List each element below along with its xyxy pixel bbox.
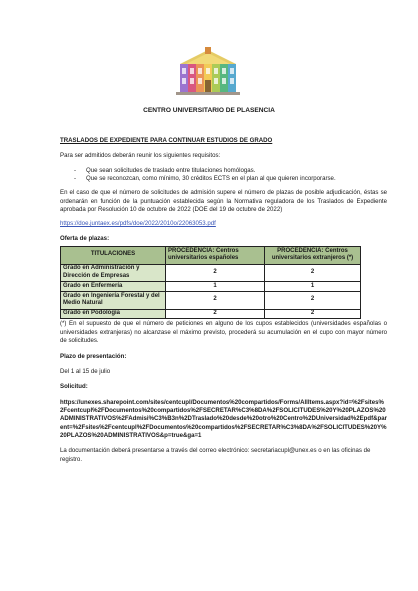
spanish-places-cell: 1 [166,282,265,292]
foreign-places-cell: 2 [265,309,361,319]
column-header: PROCEDENCIA: Centros universitarios españoles [166,247,265,265]
column-header: PROCEDENCIA: Centros universitarios extranjeros (*) [265,247,361,265]
table-row [61,292,361,310]
intro-text: Para ser admitidos deberán reunir los siguientes requisitos: [60,152,221,160]
table-row [61,309,361,319]
offer-title: Oferta de plazas: [60,234,110,242]
section-heading: TRASLADOS DE EXPEDIENTE PARA CONTINUAR ESTUDIOS DE GRADO [60,137,273,144]
doe-link[interactable]: https://doe.juntaex.es/pdfs/doe/2022/2010o/22063053.pdf [60,220,216,228]
closing-paragraph: La documentación deberá presentarse a través del correo electrónico: secretariacupl@unex.es o en las oficinas de registro. [60,447,371,463]
degree-cell: Grado en Enfermería [61,282,166,292]
deadline-value: Del 1 al 15 de julio [60,367,111,375]
ordering-paragraph: En el caso de que el número de solicitudes de admisión supere el número de plazas de posible adjudicación, éstas se ordenarán en función de la puntuación establecida según la Normativa reguladora de los Traslados de Expediente aprobada por Resolución 10 de octubre de 2022 (DOE del 19 de octubre de 2022) [60,189,387,214]
foreign-places-cell: 2 [265,264,361,282]
application-url[interactable]: https://unexes.sharepoint.com/sites/centcupl/Documentos%20compartidos/Forms/AllItems.aspx?id=%2Fsites%2Fcentcupl%2FDocumentos%20compartidos%2FSECRETAR%C3%8DA%2FSOLICITUDES%20Y%20PLAZOS%20ADMINISTRATIVOS%2FAdmisi%C3%B3n%2DTraslado%20desde%20otro%20Centro%2DUniversidad%2Epdf&parent=%2Fsites%2Fcentcupl%2FDocumentos%20compartidos%2FSECRETAR%C3%8DA%2FSOLICITUDES%20Y%20PLAZOS%20ADMINISTRATIVOS&p=true&ga=1 [60,398,388,439]
table-header-row [61,247,361,265]
column-header: TITULACIONES [61,247,166,265]
spanish-places-cell: 2 [166,264,265,282]
foreign-places-cell: 1 [265,282,361,292]
degree-cell: Grado en Ingeniería Forestal y del Medio Natural [61,292,166,310]
list-item: - Que se reconozcan, como mínimo, 30 créditos ECTS en el plan al que quieren incorporarse. [86,175,387,183]
spanish-places-cell: 2 [166,292,265,310]
application-title: Solicitud: [60,383,88,391]
document-body [60,137,387,464]
places-table [60,246,361,319]
spanish-places-cell: 2 [166,309,265,319]
table-row [61,264,361,282]
list-item: - Que sean solicitudes de traslado entre titulaciones homólogas. [86,167,387,175]
table-row [61,282,361,292]
deadline-title: Plazo de presentación: [60,352,127,360]
university-building-logo [172,46,244,98]
footnote: (*) En el supuesto de que el número de peticiones en alguno de los cupos establecidos (universidades españolas o universidades extranjeras) no alcanzase el máximo previsto, procederá su acumulación en el cupo con mayor número de solicitudes. [60,320,387,345]
foreign-places-cell: 2 [265,292,361,310]
center-title: CENTRO UNIVERSITARIO DE PLASENCIA [143,107,275,114]
requirements-list [60,167,387,184]
degree-cell: Grado en Administración y Dirección de Empresas [61,264,166,282]
degree-cell: Grado en Podología [61,309,166,319]
